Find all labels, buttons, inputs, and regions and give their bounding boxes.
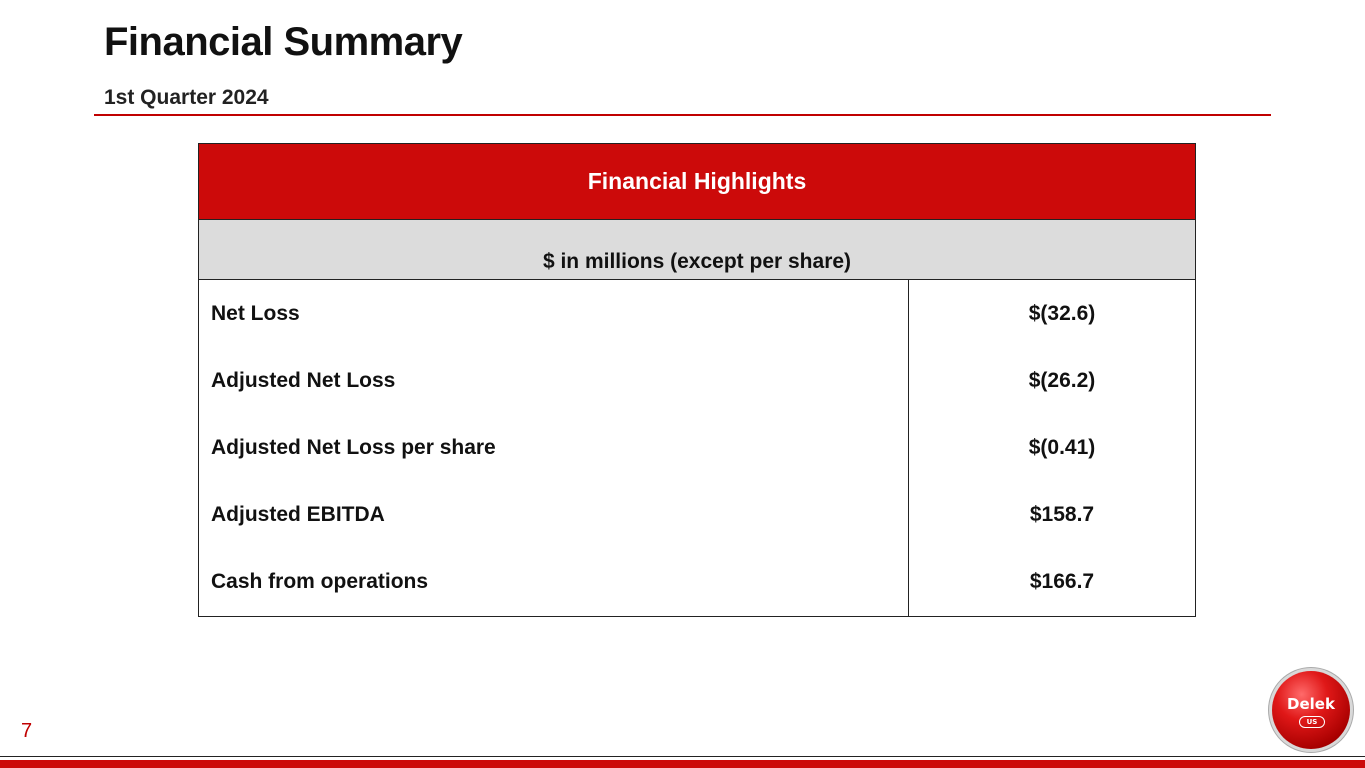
row-value: $(26.2) bbox=[1028, 368, 1096, 392]
table-row-adjusted-net-loss-per-share bbox=[199, 414, 1195, 481]
footer-rule bbox=[0, 756, 1365, 757]
table-row-adjusted-ebitda bbox=[199, 481, 1195, 548]
table-subheader bbox=[199, 220, 1195, 280]
page-number: 7 bbox=[21, 720, 33, 742]
delek-logo bbox=[1272, 671, 1350, 749]
column-divider bbox=[908, 280, 909, 616]
row-label: Net Loss bbox=[211, 301, 300, 325]
row-value: $(32.6) bbox=[1028, 301, 1096, 325]
slide-subtitle: 1st Quarter 2024 bbox=[104, 86, 269, 109]
logo-badge: US bbox=[1299, 716, 1325, 728]
row-label: Adjusted Net Loss bbox=[211, 368, 396, 392]
table-row-cash-from-operations bbox=[199, 548, 1195, 615]
table-header: Financial Highlights bbox=[199, 144, 1195, 220]
row-label: Adjusted EBITDA bbox=[211, 502, 385, 526]
table-row-net-loss bbox=[199, 280, 1195, 347]
footer-bar bbox=[0, 760, 1365, 768]
row-value: $(0.41) bbox=[1028, 435, 1096, 459]
logo-wordmark: Delek bbox=[1287, 695, 1335, 713]
row-label: Cash from operations bbox=[211, 569, 429, 593]
table-body bbox=[199, 280, 1195, 616]
units-note: $ in millions (except per share) bbox=[542, 250, 852, 273]
row-value: $158.7 bbox=[1029, 502, 1095, 526]
table-row-adjusted-net-loss bbox=[199, 347, 1195, 414]
title-divider bbox=[94, 114, 1271, 116]
row-value: $166.7 bbox=[1029, 569, 1095, 593]
row-label: Adjusted Net Loss per share bbox=[211, 435, 496, 459]
financial-highlights-table bbox=[198, 143, 1196, 617]
slide-title: Financial Summary bbox=[104, 20, 463, 64]
